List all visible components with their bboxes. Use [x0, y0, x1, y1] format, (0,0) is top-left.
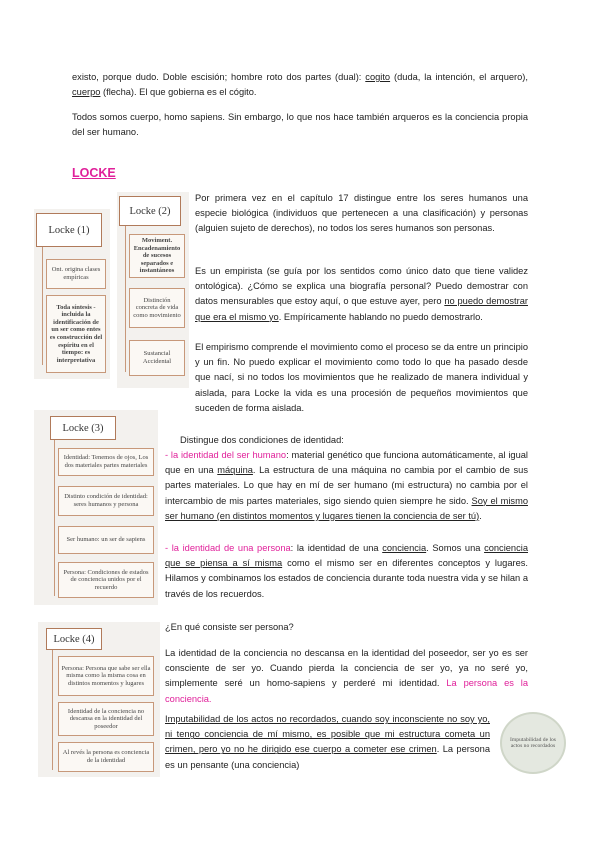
person-paragraph-1: La identidad de la conciencia no descansa en la identidad del poseedor, ser yo es ser consciente de ser yo. Cuando pierda la conciencia de ser yo, ya no seré yo, simplemente seré un homo-sapiens y perderé mi identidad. La persona es la conciencia.: [165, 648, 528, 704]
section-heading-locke: LOCKE: [72, 166, 116, 180]
identity-person-paragraph: - la identidad de una persona: la identidad de una conciencia. Somos una conciencia que se piensa a sí misma como el mismo ser en diferentes conceptos y lugares. Hilamos y combinamos los estados de conciencia durante toda nuestra vida y se hilan a través de los recuerdos.: [165, 543, 529, 599]
diagram-title: Locke (4): [46, 628, 102, 650]
diagram-box: Sustancial Accidental: [129, 340, 185, 376]
identity-intro: Distingue dos condiciones de identidad:: [180, 435, 344, 445]
diagram-title: Locke (3): [50, 416, 116, 440]
locke-paragraph-2: Es un empirista (se guía por los sentidos como único dato que tiene validez ontológica). ¿Cómo se explica una biografía personal? Puedo demostrar con datos mensurables que estoy aquí, o que estuve ayer, pero no puedo demostrar que era el mismo yo. Empíricamente hablando no puedo demostrarlo.: [195, 266, 528, 322]
term-identidad-persona: - la identidad de una persona: [165, 543, 291, 553]
identity-human-paragraph: - la identidad del ser humano: material genético que funciona automáticamente, al igual que en una máquina. La estructura de una máquina no cambia por el cambio de sus partes materiales. Lo que hay en mí de ser humano (mi estructura) no cambia por el intercambio de mis partes materiales, sigo siendo quien siempre he sido. Soy el mismo ser humano (en distintos momentos y lugares tienen la conciencia de ser tú).: [165, 450, 528, 521]
diagram-box: Moviment. Encadenamiento de sucesos separados e instantáneos: [129, 234, 185, 278]
diagram-box: Persona: Persona que sabe ser ella misma como la misma cosa en distintos momentos y lugares: [58, 656, 154, 696]
intro-paragraph-2: Todos somos cuerpo, homo sapiens. Sin embargo, lo que nos hace también arqueros es la conciencia propia del ser humano.: [72, 112, 528, 138]
term-identidad-ser-humano: - la identidad del ser humano: [165, 450, 287, 460]
locke-paragraph-1: Por primera vez en el capítulo 17 distingue entre los seres humanos una especie biológica (individuos que pertenecen a una clasificación) y personas (alguien sujeto de derechos), no todos los seres humanos son personas.: [195, 193, 528, 234]
term-cogito: cogito: [365, 72, 391, 82]
diagram-box: Toda síntesis -incluida la identificación de un ser como entes es construcción del espíritu en el tiempo: es interpretativa: [46, 295, 106, 373]
term-cuerpo: cuerpo: [72, 87, 101, 98]
diagram-locke-4: [38, 622, 160, 777]
diagram-box: Ont. origina clases empíricas: [46, 259, 106, 289]
intro-paragraph-1: existo, porque dudo. Doble escisión; hombre roto dos partes (dual): cogito (duda, la intención, el arquero), cuerpo (flecha). El que gobierna es el cógito.: [72, 72, 528, 98]
diagram-title: Locke (2): [119, 196, 181, 226]
locke-paragraph-3: El empirismo comprende el movimiento como el proceso se da entre un principio y un fin. No puedo explicar el movimiento como todo lo que ha pasado desde que nací, si no todos los movimientos que he realizado de manera individual y aislada, para Locke la vida es una procesión de pequeños movimientos que suceden de forma aislada.: [195, 342, 528, 413]
diagram-box: Distinto condición de identidad: seres humanos y persona: [58, 486, 154, 516]
diagram-box: Persona: Condiciones de estados de conciencia unidos por el recuerdo: [58, 562, 154, 598]
diagram-box: Ser humano: un ser de sapiens: [58, 526, 154, 554]
diagram-box: Identidad de la conciencia no descansa en la identidad del poseedor: [58, 702, 154, 736]
diagram-box: Distinción concreta de vida como movimiento: [129, 288, 185, 328]
diagram-locke-1: [34, 209, 110, 379]
person-question: ¿En qué consiste ser persona?: [165, 622, 294, 632]
diagram-box: Identidad: Tenemos de ojos, Los dos materiales partes materiales: [58, 448, 154, 476]
seal-image: Imputabilidad de los actos no recordados: [500, 712, 566, 774]
diagram-box: Al revés la persona es conciencia de la identidad: [58, 742, 154, 772]
person-paragraph-2: Imputabilidad de los actos no recordados, cuando soy inconsciente no soy yo, ni tengo conciencia de mí mismo, es posible que mi estructura cometa un crimen, pero yo no he dirigido ese cuerpo a cometer ese crimen. La persona es un pensante (una conciencia): [165, 714, 491, 770]
diagram-title: Locke (1): [36, 213, 102, 247]
diagram-locke-3: [34, 410, 158, 605]
diagram-locke-2: [117, 192, 189, 388]
